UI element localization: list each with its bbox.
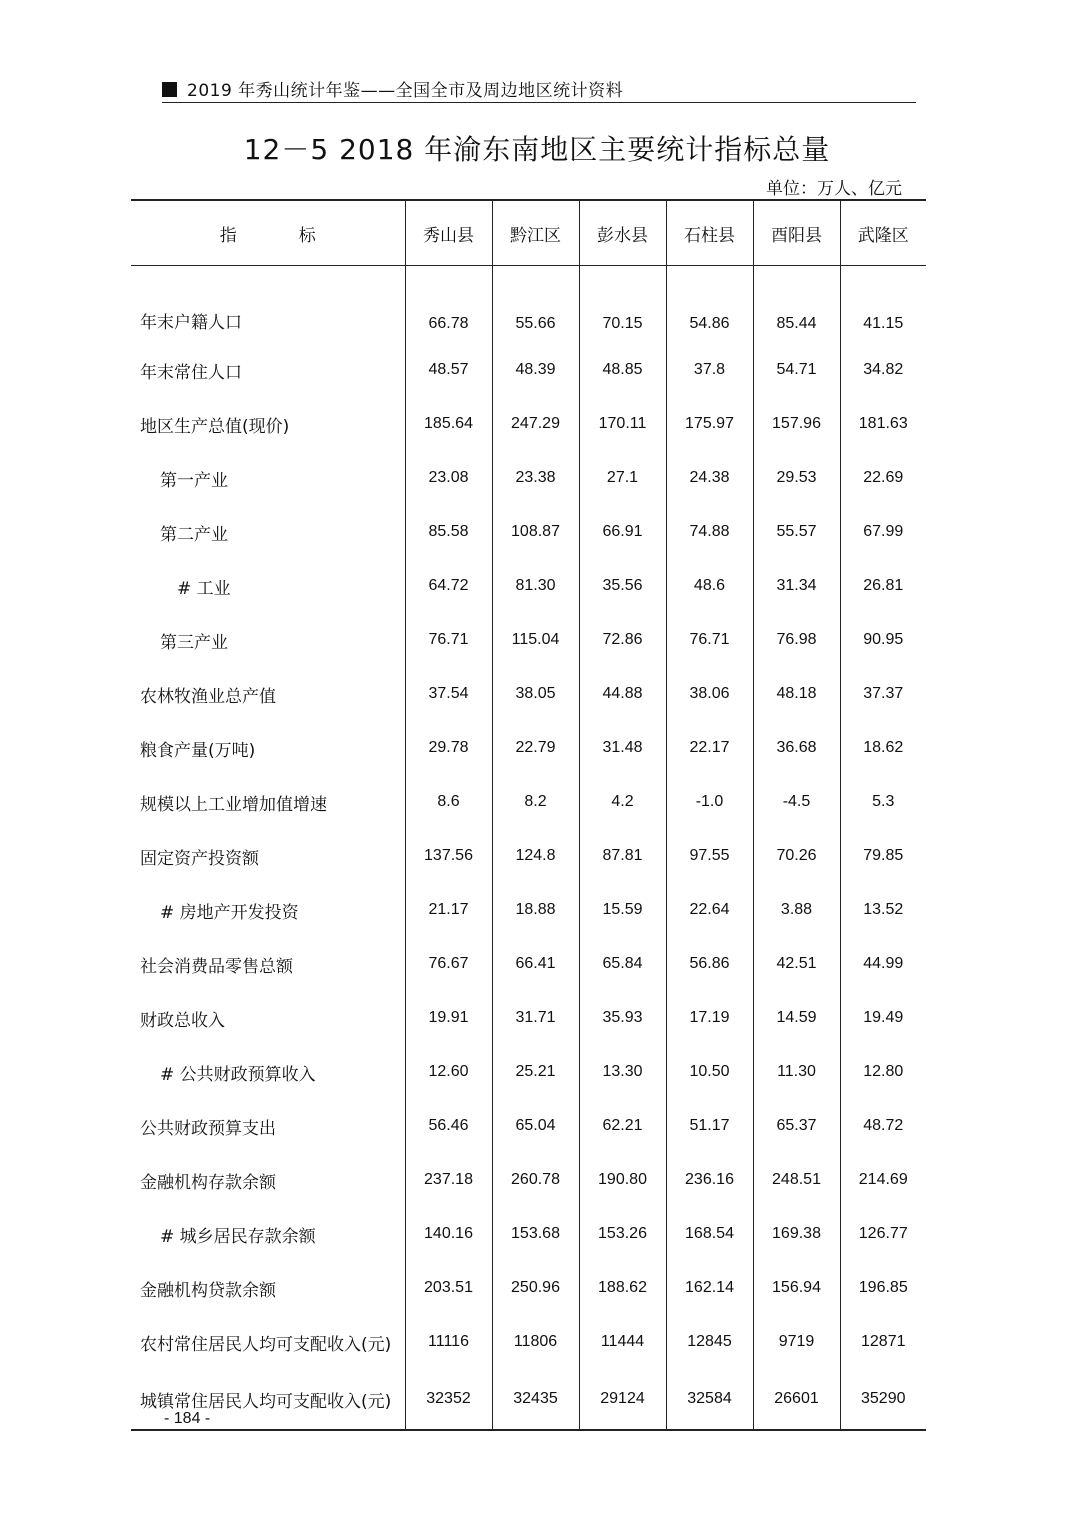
cell-value: 19.49 xyxy=(840,991,926,1045)
table-row xyxy=(131,1099,926,1153)
cell-value: 48.6 xyxy=(666,559,753,613)
cell-value: 247.29 xyxy=(492,397,579,451)
header-text: 2019 年秀山统计年鉴——全国全市及周边地区统计资料 xyxy=(187,80,624,101)
cell-value: 12871 xyxy=(840,1315,926,1369)
row-label: 财政总收入 xyxy=(140,1010,225,1031)
cell-value: 8.6 xyxy=(405,775,492,829)
column-header-youyang: 酉阳县 xyxy=(753,200,840,266)
table-row xyxy=(131,937,926,991)
table-row xyxy=(131,451,926,505)
column-header-indicator xyxy=(131,200,405,266)
unit-note: 单位：万人、亿元 xyxy=(766,179,902,199)
table-row xyxy=(131,397,926,451)
cell-value: 32352 xyxy=(405,1369,492,1430)
cell-value: 8.2 xyxy=(492,775,579,829)
row-label: 农村常住居民人均可支配收入(元) xyxy=(140,1334,392,1355)
cell-value: 76.71 xyxy=(666,613,753,667)
cell-value: 90.95 xyxy=(840,613,926,667)
table-row xyxy=(131,1261,926,1315)
row-label: 规模以上工业增加值增速 xyxy=(140,794,327,815)
cell-value: 44.99 xyxy=(840,937,926,991)
cell-value: 64.72 xyxy=(405,559,492,613)
cell-value: 21.17 xyxy=(405,883,492,937)
cell-value: 38.05 xyxy=(492,667,579,721)
cell-value: 24.38 xyxy=(666,451,753,505)
cell-value: 55.57 xyxy=(753,505,840,559)
cell-value: 37.54 xyxy=(405,667,492,721)
cell-value: 203.51 xyxy=(405,1261,492,1315)
cell-value: 108.87 xyxy=(492,505,579,559)
row-label: 农林牧渔业总产值 xyxy=(140,686,276,707)
cell-value: 18.88 xyxy=(492,883,579,937)
cell-value: 87.81 xyxy=(579,829,666,883)
cell-value: 162.14 xyxy=(666,1261,753,1315)
cell-value: 66.41 xyxy=(492,937,579,991)
cell-value: 156.94 xyxy=(753,1261,840,1315)
table-row xyxy=(131,829,926,883)
cell-value: 54.86 xyxy=(666,266,753,344)
table-header-row xyxy=(131,200,926,266)
table-row xyxy=(131,883,926,937)
table-row xyxy=(131,1153,926,1207)
cell-value: 19.91 xyxy=(405,991,492,1045)
row-label: 金融机构存款余额 xyxy=(140,1172,276,1193)
cell-value: 11.30 xyxy=(753,1045,840,1099)
page-title: 12－5 2018 年渝东南地区主要统计指标总量 xyxy=(243,133,831,166)
cell-value: 22.17 xyxy=(666,721,753,775)
cell-value: 188.62 xyxy=(579,1261,666,1315)
cell-value: 32435 xyxy=(492,1369,579,1430)
row-label: 第一产业 xyxy=(160,470,228,491)
cell-value: 124.8 xyxy=(492,829,579,883)
column-header-xiushan: 秀山县 xyxy=(405,200,492,266)
row-label: 城镇常住居民人均可支配收入(元) xyxy=(140,1391,392,1412)
table-row xyxy=(131,1315,926,1369)
cell-value: 31.34 xyxy=(753,559,840,613)
cell-value: 85.44 xyxy=(753,266,840,344)
row-label: 第三产业 xyxy=(160,632,228,653)
cell-value: 76.98 xyxy=(753,613,840,667)
cell-value: 9719 xyxy=(753,1315,840,1369)
table-row xyxy=(131,613,926,667)
cell-value: -1.0 xyxy=(666,775,753,829)
row-label: 社会消费品零售总额 xyxy=(140,956,293,977)
statistics-table xyxy=(131,199,926,1431)
cell-value: 250.96 xyxy=(492,1261,579,1315)
cell-value: 48.85 xyxy=(579,343,666,397)
cell-value: 65.84 xyxy=(579,937,666,991)
cell-value: 66.78 xyxy=(405,266,492,344)
cell-value: 14.59 xyxy=(753,991,840,1045)
cell-value: 48.39 xyxy=(492,343,579,397)
cell-value: 42.51 xyxy=(753,937,840,991)
cell-value: 54.71 xyxy=(753,343,840,397)
table-row xyxy=(131,1207,926,1261)
cell-value: 48.18 xyxy=(753,667,840,721)
cell-value: 17.19 xyxy=(666,991,753,1045)
cell-value: 70.26 xyxy=(753,829,840,883)
cell-value: 26.81 xyxy=(840,559,926,613)
cell-value: 126.77 xyxy=(840,1207,926,1261)
cell-value: 248.51 xyxy=(753,1153,840,1207)
row-label: 年末户籍人口 xyxy=(140,313,242,333)
cell-value: 137.56 xyxy=(405,829,492,883)
cell-value: 81.30 xyxy=(492,559,579,613)
cell-value: 44.88 xyxy=(579,667,666,721)
cell-value: 37.37 xyxy=(840,667,926,721)
cell-value: 72.86 xyxy=(579,613,666,667)
cell-value: 55.66 xyxy=(492,266,579,344)
row-label: 公共财政预算支出 xyxy=(140,1118,276,1139)
cell-value: 15.59 xyxy=(579,883,666,937)
cell-value: 153.68 xyxy=(492,1207,579,1261)
cell-value: 10.50 xyxy=(666,1045,753,1099)
cell-value: 76.67 xyxy=(405,937,492,991)
cell-value: 31.48 xyxy=(579,721,666,775)
header-square-icon xyxy=(162,82,177,97)
row-label: 固定资产投资额 xyxy=(140,848,259,869)
cell-value: 41.15 xyxy=(840,266,926,344)
row-label: # 公共财政预算收入 xyxy=(160,1064,316,1085)
cell-value: 27.1 xyxy=(579,451,666,505)
row-label: # 城乡居民存款余额 xyxy=(160,1226,316,1247)
cell-value: 65.04 xyxy=(492,1099,579,1153)
cell-value: 181.63 xyxy=(840,397,926,451)
cell-value: 4.2 xyxy=(579,775,666,829)
table-row xyxy=(131,505,926,559)
cell-value: 74.88 xyxy=(666,505,753,559)
table-row xyxy=(131,343,926,397)
cell-value: 32584 xyxy=(666,1369,753,1430)
cell-value: 18.62 xyxy=(840,721,926,775)
column-header-pengshui: 彭水县 xyxy=(579,200,666,266)
cell-value: 38.06 xyxy=(666,667,753,721)
header-label-part-b: 标 xyxy=(298,225,316,246)
cell-value: 237.18 xyxy=(405,1153,492,1207)
cell-value: 3.88 xyxy=(753,883,840,937)
cell-value: 35.56 xyxy=(579,559,666,613)
cell-value: 31.71 xyxy=(492,991,579,1045)
cell-value: 23.08 xyxy=(405,451,492,505)
header-label-part-a: 指 xyxy=(219,225,237,246)
row-label: 第二产业 xyxy=(160,524,228,545)
page-number: - 184 - xyxy=(164,1410,211,1427)
cell-value: 157.96 xyxy=(753,397,840,451)
column-header-qianjiang: 黔江区 xyxy=(492,200,579,266)
row-label: # 房地产开发投资 xyxy=(160,902,299,923)
cell-value: 67.99 xyxy=(840,505,926,559)
cell-value: 56.86 xyxy=(666,937,753,991)
cell-value: 115.04 xyxy=(492,613,579,667)
table-row xyxy=(131,775,926,829)
cell-value: 12.60 xyxy=(405,1045,492,1099)
table-row xyxy=(131,559,926,613)
cell-value: 62.21 xyxy=(579,1099,666,1153)
cell-value: 25.21 xyxy=(492,1045,579,1099)
column-header-shizhu: 石柱县 xyxy=(666,200,753,266)
table-row xyxy=(131,266,926,344)
cell-value: 51.17 xyxy=(666,1099,753,1153)
table-row xyxy=(131,667,926,721)
cell-value: 36.68 xyxy=(753,721,840,775)
cell-value: 23.38 xyxy=(492,451,579,505)
cell-value: 85.58 xyxy=(405,505,492,559)
row-label: 粮食产量(万吨) xyxy=(140,740,256,761)
cell-value: 70.15 xyxy=(579,266,666,344)
running-header xyxy=(162,78,916,103)
cell-value: 185.64 xyxy=(405,397,492,451)
cell-value: 35.93 xyxy=(579,991,666,1045)
cell-value: 140.16 xyxy=(405,1207,492,1261)
cell-value: 11806 xyxy=(492,1315,579,1369)
table-row xyxy=(131,1369,926,1430)
cell-value: 22.64 xyxy=(666,883,753,937)
cell-value: 48.57 xyxy=(405,343,492,397)
column-header-wulong: 武隆区 xyxy=(840,200,926,266)
cell-value: 22.79 xyxy=(492,721,579,775)
cell-value: 29.53 xyxy=(753,451,840,505)
cell-value: 79.85 xyxy=(840,829,926,883)
cell-value: 11444 xyxy=(579,1315,666,1369)
cell-value: 97.55 xyxy=(666,829,753,883)
cell-value: 11116 xyxy=(405,1315,492,1369)
cell-value: -4.5 xyxy=(753,775,840,829)
cell-value: 76.71 xyxy=(405,613,492,667)
cell-value: 56.46 xyxy=(405,1099,492,1153)
cell-value: 214.69 xyxy=(840,1153,926,1207)
row-label: 年末常住人口 xyxy=(140,362,242,383)
cell-value: 37.8 xyxy=(666,343,753,397)
cell-value: 170.11 xyxy=(579,397,666,451)
cell-value: 196.85 xyxy=(840,1261,926,1315)
row-label: # 工业 xyxy=(177,578,231,599)
table-row xyxy=(131,1045,926,1099)
cell-value: 190.80 xyxy=(579,1153,666,1207)
cell-value: 5.3 xyxy=(840,775,926,829)
cell-value: 169.38 xyxy=(753,1207,840,1261)
cell-value: 12845 xyxy=(666,1315,753,1369)
cell-value: 34.82 xyxy=(840,343,926,397)
cell-value: 35290 xyxy=(840,1369,926,1430)
table-row xyxy=(131,721,926,775)
cell-value: 29.78 xyxy=(405,721,492,775)
cell-value: 153.26 xyxy=(579,1207,666,1261)
cell-value: 66.91 xyxy=(579,505,666,559)
cell-value: 26601 xyxy=(753,1369,840,1430)
cell-value: 22.69 xyxy=(840,451,926,505)
table-body xyxy=(131,266,926,1431)
cell-value: 168.54 xyxy=(666,1207,753,1261)
cell-value: 29124 xyxy=(579,1369,666,1430)
cell-value: 260.78 xyxy=(492,1153,579,1207)
cell-value: 12.80 xyxy=(840,1045,926,1099)
row-label: 金融机构贷款余额 xyxy=(140,1280,276,1301)
row-label: 地区生产总值(现价) xyxy=(140,416,290,437)
table-row xyxy=(131,991,926,1045)
cell-value: 13.30 xyxy=(579,1045,666,1099)
cell-value: 13.52 xyxy=(840,883,926,937)
cell-value: 48.72 xyxy=(840,1099,926,1153)
cell-value: 175.97 xyxy=(666,397,753,451)
cell-value: 236.16 xyxy=(666,1153,753,1207)
cell-value: 65.37 xyxy=(753,1099,840,1153)
